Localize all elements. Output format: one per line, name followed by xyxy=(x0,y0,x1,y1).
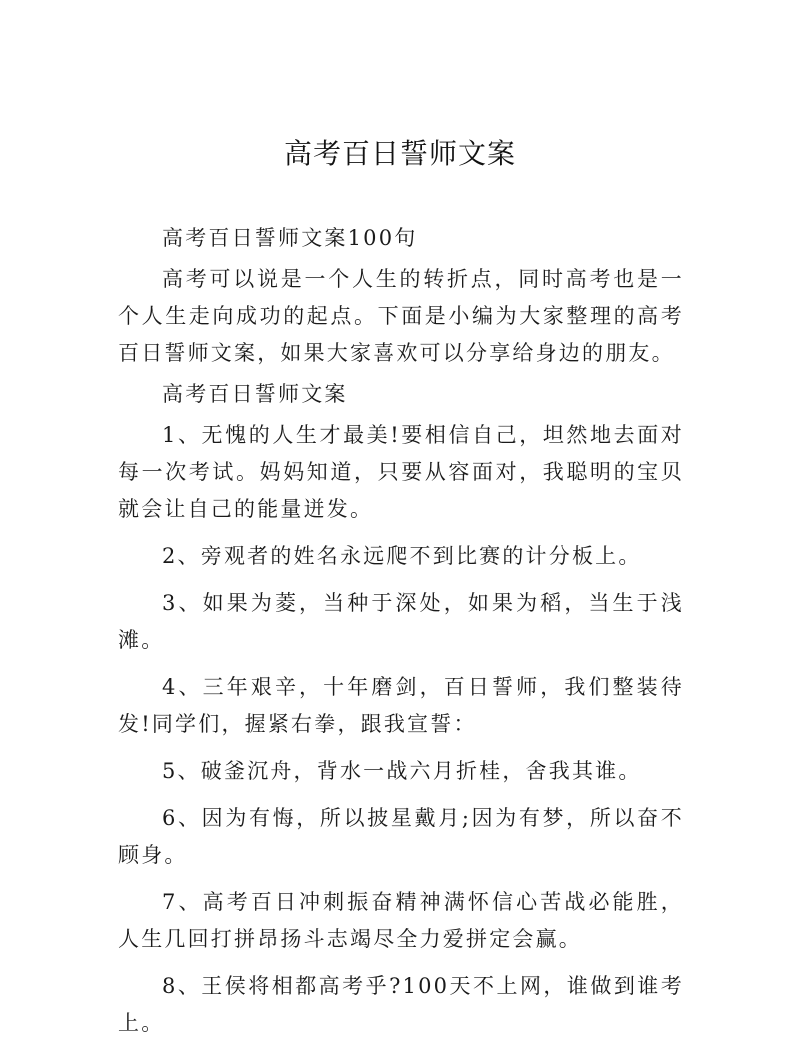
list-item-4: 4、三年艰辛，十年磨剑，百日誓师，我们整装待发!同学们，握紧右拳，跟我宣誓： xyxy=(118,675,684,736)
section-heading: 高考百日誓师文案 xyxy=(162,382,348,406)
list-item-5: 5、破釜沉舟，背水一战六月折桂，舍我其谁。 xyxy=(162,759,642,783)
list-item-6: 6、因为有悔，所以披星戴月;因为有梦，所以奋不顾身。 xyxy=(118,806,684,867)
list-item-3: 3、如果为菱，当种于深处，如果为稻，当生于浅滩。 xyxy=(118,591,684,652)
list-item-1: 1、无愧的人生才最美!要相信自己，坦然地去面对每一次考试。妈妈知道，只要从容面对，我聪明的宝贝就会让自己的能量迸发。 xyxy=(118,423,684,521)
document-body xyxy=(118,220,684,1042)
intro-paragraph: 高考可以说是一个人生的转折点，同时高考也是一个人生走向成功的起点。下面是小编为大家整理的高考百日誓师文案，如果大家喜欢可以分享给身边的朋友。 xyxy=(118,267,684,365)
subtitle-paragraph: 高考百日誓师文案100句 xyxy=(162,226,418,250)
list-item-2: 2、旁观者的姓名永远爬不到比赛的计分板上。 xyxy=(162,544,642,568)
document-title: 高考百日誓师文案 xyxy=(283,137,516,170)
list-item-8: 8、王侯将相都高考乎?100天不上网，谁做到谁考上。 xyxy=(118,974,684,1035)
list-item-7: 7、高考百日冲刺振奋精神满怀信心苦战必能胜，人生几回打拼昂扬斗志竭尽全力爱拼定会赢。 xyxy=(118,890,684,951)
